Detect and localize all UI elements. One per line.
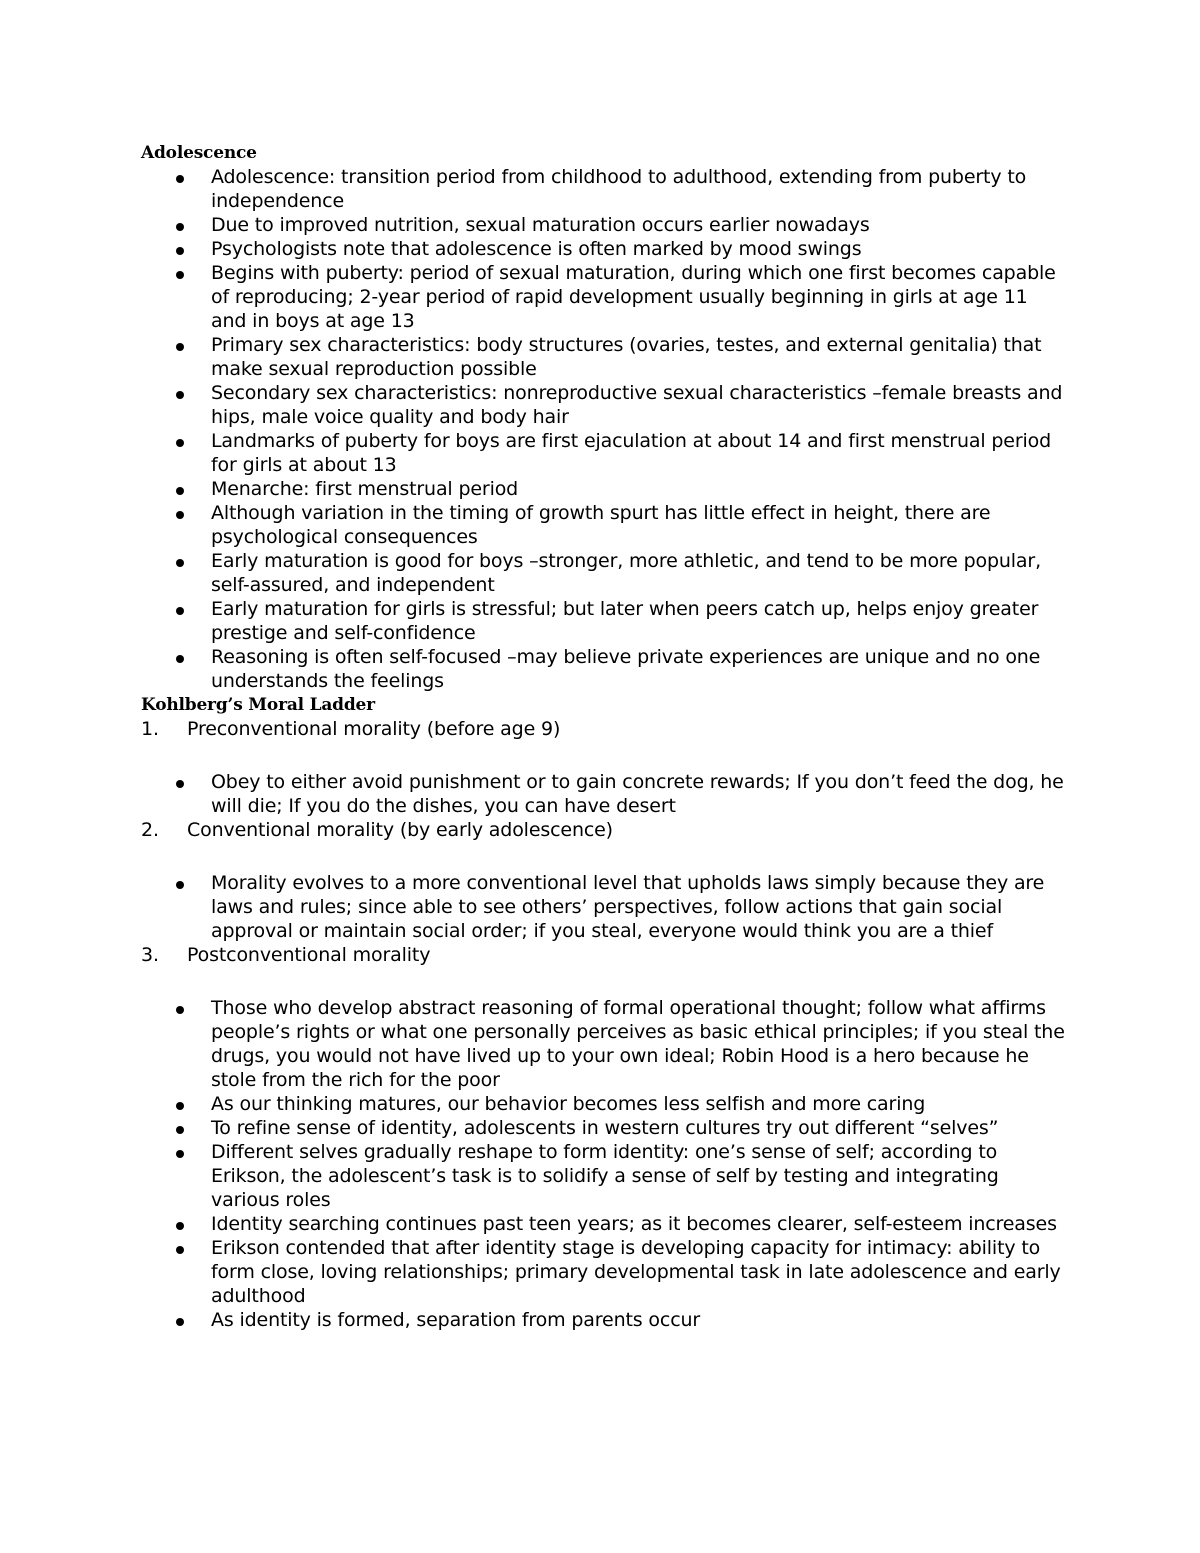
stage-1-bullet-list — [141, 770, 1066, 818]
stage-label: Preconventional morality (before age 9) — [187, 718, 561, 740]
list-item-text: As our thinking matures, our behavior becomes less selfish and more caring — [211, 1093, 926, 1115]
list-item — [141, 213, 1066, 237]
list-item-text: Those who develop abstract reasoning of formal operational thought; follow what affirms people’s rights or what one personally perceives as basic ethical principles; if you steal the drugs, you would not have lived up to your own ideal; Robin Hood is a hero because he stole from the rich for the poor — [211, 997, 1065, 1091]
list-item — [141, 1092, 1066, 1116]
stage-label: Conventional morality (by early adolescence) — [187, 819, 613, 841]
list-item-text: Obey to either avoid punishment or to gain concrete rewards; If you don’t feed the dog, he will die; If you do the dishes, you can have desert — [211, 771, 1064, 817]
list-item-text: Due to improved nutrition, sexual maturation occurs earlier nowadays — [211, 214, 870, 236]
bullet-icon — [176, 391, 184, 399]
item-number: 1. — [141, 718, 159, 740]
bullet-icon — [176, 655, 184, 663]
bullet-icon — [176, 607, 184, 615]
list-item — [141, 333, 1066, 381]
list-item — [141, 501, 1066, 549]
list-item — [141, 597, 1066, 645]
list-item — [141, 1308, 1066, 1332]
list-item-text: Early maturation is good for boys –stronger, more athletic, and tend to be more popular, self-assured, and independent — [211, 550, 1041, 596]
bullet-icon — [176, 1222, 184, 1230]
adolescence-bullet-list — [141, 165, 1066, 693]
list-item-text: To refine sense of identity, adolescents in western cultures try out different “selves” — [211, 1117, 999, 1139]
numbered-item-stage-1 — [141, 717, 1066, 741]
bullet-icon — [176, 1150, 184, 1158]
stage-label: Postconventional morality — [187, 944, 431, 966]
item-number: 3. — [141, 944, 159, 966]
bullet-icon — [176, 1006, 184, 1014]
list-item — [141, 549, 1066, 597]
list-item — [141, 261, 1066, 333]
list-item — [141, 381, 1066, 429]
bullet-icon — [176, 175, 184, 183]
list-item-text: Morality evolves to a more conventional level that upholds laws simply because they are laws and rules; since able to see others’ perspectives, follow actions that gain social approval or maintain social order; if you steal, everyone would think you are a thief — [211, 872, 1045, 942]
list-item-text: As identity is formed, separation from parents occur — [211, 1309, 701, 1331]
bullet-icon — [176, 1102, 184, 1110]
list-item — [141, 1116, 1066, 1140]
list-item-text: Reasoning is often self-focused –may believe private experiences are unique and no one understands the feelings — [211, 646, 1041, 692]
list-item — [141, 1236, 1066, 1308]
bullet-icon — [176, 1246, 184, 1254]
bullet-icon — [176, 511, 184, 519]
bullet-icon — [176, 1318, 184, 1326]
list-item — [141, 1140, 1066, 1212]
stage-2-bullet-list — [141, 871, 1066, 943]
list-item-text: Different selves gradually reshape to form identity: one’s sense of self; according to Erikson, the adolescent’s task is to solidify a sense of self by testing and integrating various roles — [211, 1141, 999, 1211]
bullet-icon — [176, 780, 184, 788]
bullet-icon — [176, 1126, 184, 1134]
list-item — [141, 645, 1066, 693]
paragraph-spacer — [141, 967, 1066, 996]
bullet-icon — [176, 223, 184, 231]
list-item — [141, 871, 1066, 943]
list-item — [141, 237, 1066, 261]
list-item — [141, 477, 1066, 501]
list-item — [141, 770, 1066, 818]
bullet-icon — [176, 439, 184, 447]
list-item-text: Psychologists note that adolescence is often marked by mood swings — [211, 238, 862, 260]
bullet-icon — [176, 247, 184, 255]
numbered-item-stage-3 — [141, 943, 1066, 967]
list-item-text: Begins with puberty: period of sexual maturation, during which one first becomes capable of reproducing; 2-year period of rapid development usually beginning in girls at age 11 and in boys at age 13 — [211, 262, 1056, 332]
list-item-text: Landmarks of puberty for boys are first ejaculation at about 14 and first menstrual period for girls at about 13 — [211, 430, 1051, 476]
list-item-text: Adolescence: transition period from childhood to adulthood, extending from puberty to independence — [211, 166, 1027, 212]
bullet-icon — [176, 559, 184, 567]
list-item — [141, 165, 1066, 213]
list-item — [141, 996, 1066, 1092]
list-item-text: Menarche: first menstrual period — [211, 478, 519, 500]
list-item-text: Erikson contended that after identity stage is developing capacity for intimacy: ability to form close, loving relationships; primary developmental task in late adolescence and early adulthood — [211, 1237, 1061, 1307]
list-item-text: Primary sex characteristics: body structures (ovaries, testes, and external genitalia) that make sexual reproduction possible — [211, 334, 1042, 380]
list-item — [141, 1212, 1066, 1236]
bullet-icon — [176, 343, 184, 351]
bullet-icon — [176, 487, 184, 495]
numbered-item-stage-2 — [141, 818, 1066, 842]
paragraph-spacer — [141, 842, 1066, 871]
paragraph-spacer — [141, 741, 1066, 770]
list-item-text: Secondary sex characteristics: nonreproductive sexual characteristics –female breasts and hips, male voice quality and body hair — [211, 382, 1063, 428]
bullet-icon — [176, 271, 184, 279]
item-number: 2. — [141, 819, 159, 841]
list-item-text: Identity searching continues past teen years; as it becomes clearer, self-esteem increases — [211, 1213, 1057, 1235]
list-item-text: Although variation in the timing of growth spurt has little effect in height, there are psychological consequences — [211, 502, 991, 548]
list-item-text: Early maturation for girls is stressful; but later when peers catch up, helps enjoy greater prestige and self-confidence — [211, 598, 1039, 644]
stage-3-bullet-list — [141, 996, 1066, 1332]
bullet-icon — [176, 881, 184, 889]
section-heading-kohlberg: Kohlberg’s Moral Ladder — [141, 695, 375, 715]
list-item — [141, 429, 1066, 477]
document-page — [141, 141, 1066, 1332]
section-heading-adolescence: Adolescence — [141, 143, 257, 163]
